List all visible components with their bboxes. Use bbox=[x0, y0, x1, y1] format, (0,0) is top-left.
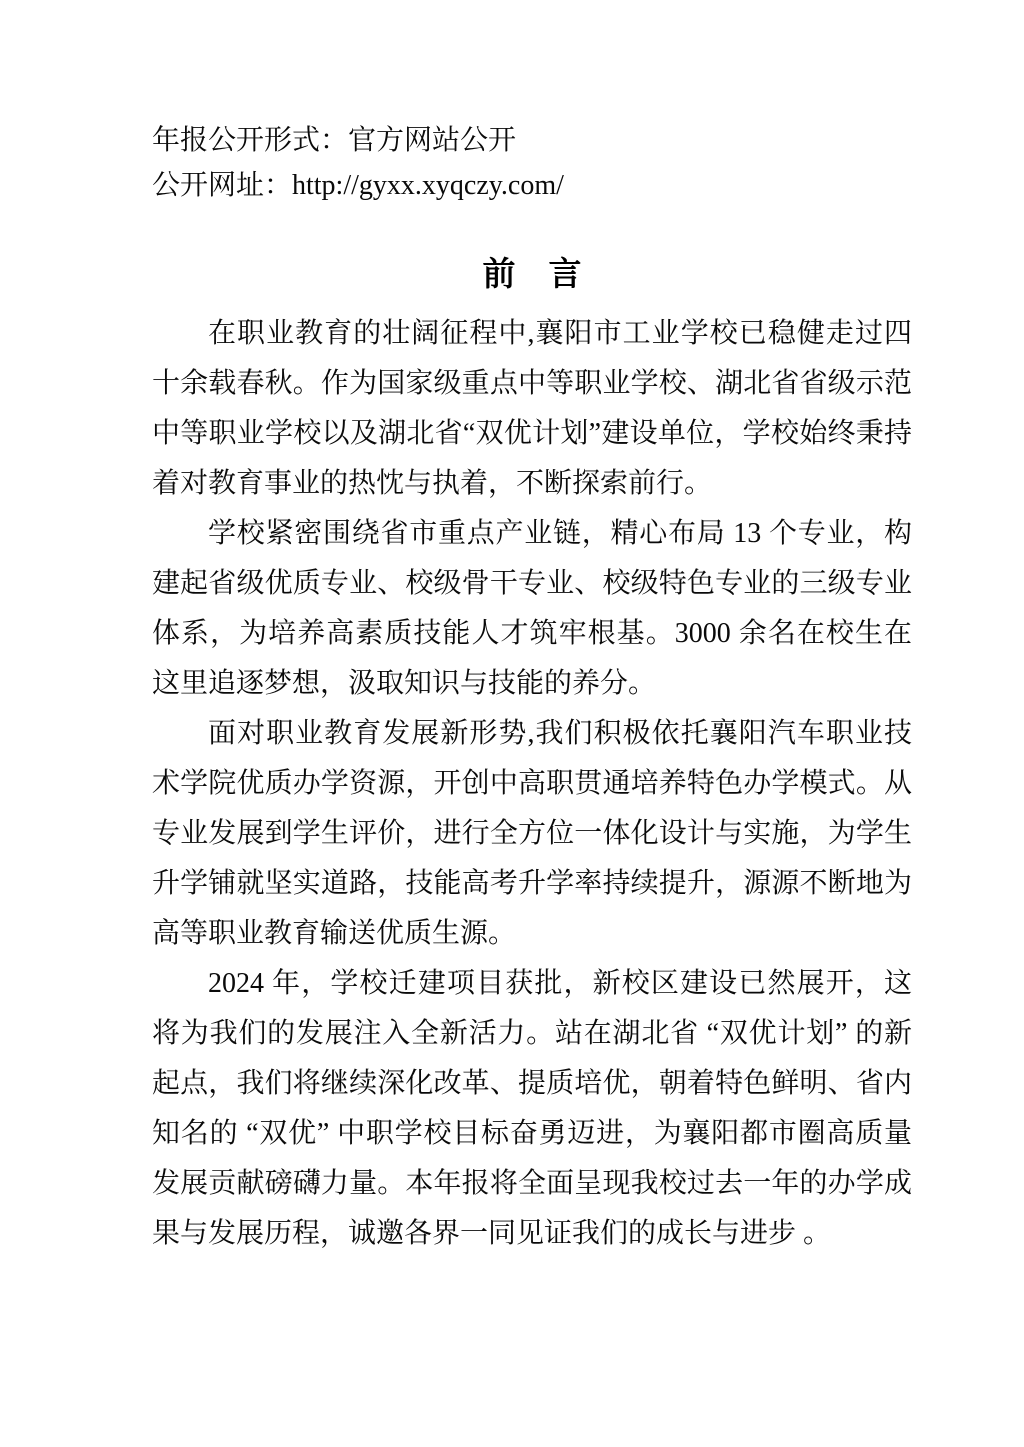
preface-body bbox=[152, 309, 912, 1259]
paragraph: 学校紧密围绕省市重点产业链，精心布局 13 个专业，构建起省级优质专业、校级骨干专业、校级特色专业的三级专业体系，为培养高素质技能人才筑牢根基。3000 余名在校生在这里追逐梦想，汲取知识与技能的养分。 bbox=[152, 518, 912, 699]
report-publish-url-line: 公开网址：http://gyxx.xyqczy.com/ bbox=[152, 170, 564, 201]
paragraph: 2024 年，学校迁建项目获批，新校区建设已然展开，这将为我们的发展注入全新活力。站在湖北省 “双优计划” 的新起点，我们将继续深化改革、提质培优，朝着特色鲜明、省内知名的 “双优” 中职学校目标奋勇迈进，为襄阳都市圈高质量发展贡献磅礴力量。本年报将全面呈现我校过去一年的办学成果与发展历程，诚邀各界一同见证我们的成长与进步 。 bbox=[152, 968, 912, 1249]
paragraph: 面对职业教育发展新形势,我们积极依托襄阳汽车职业技术学院优质办学资源，开创中高职贯通培养特色办学模式。从专业发展到学生评价，进行全方位一体化设计与实施，为学生升学铺就坚实道路，技能高考升学率持续提升，源源不断地为高等职业教育输送优质生源。 bbox=[152, 718, 912, 949]
report-meta-block bbox=[152, 118, 912, 208]
page-title: 前 言 bbox=[482, 257, 582, 293]
report-publish-form-line: 年报公开形式：官方网站公开 bbox=[152, 125, 517, 156]
paragraph: 在职业教育的壮阔征程中,襄阳市工业学校已稳健走过四十余载春秋。作为国家级重点中等职业学校、湖北省省级示范中等职业学校以及湖北省“双优计划”建设单位，学校始终秉持着对教育事业的热忱与执着，不断探索前行。 bbox=[152, 318, 912, 499]
